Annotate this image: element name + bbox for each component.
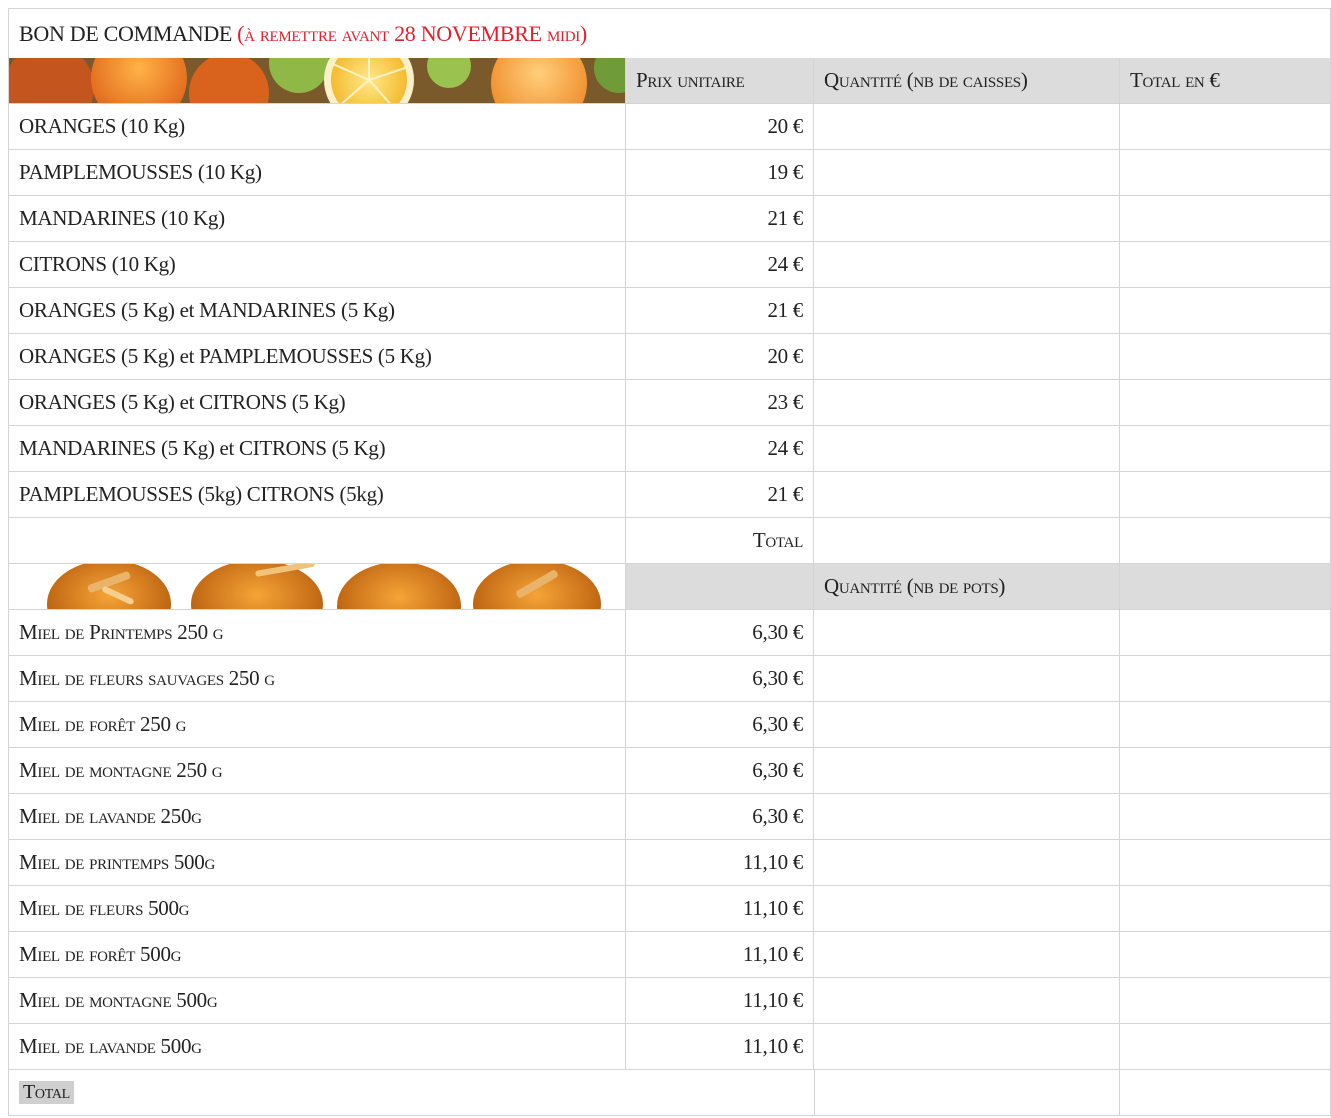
fruit-row-quantity-input[interactable] [814, 150, 1120, 196]
fruit-row-total-cell[interactable] [1120, 288, 1331, 334]
fruit-row-price: 21 € [626, 288, 814, 334]
honey-row-name: Miel de forêt 250 g [8, 702, 626, 748]
honey-row-quantity-input[interactable] [814, 840, 1120, 886]
fruit-row-total-cell[interactable] [1120, 334, 1331, 380]
honey-row-quantity-input[interactable] [814, 656, 1120, 702]
fruit-row-price: 24 € [626, 242, 814, 288]
honey-row-name: Miel de lavande 500g [8, 1024, 626, 1070]
honey-row-total-cell[interactable] [1120, 656, 1331, 702]
honey-row-price: 6,30 € [626, 610, 814, 656]
honey-row-price: 11,10 € [626, 978, 814, 1024]
citrus-image-cell [8, 58, 626, 104]
honey-row-price: 6,30 € [626, 748, 814, 794]
honey-row-price: 6,30 € [626, 794, 814, 840]
honey-row-price: 11,10 € [626, 1024, 814, 1070]
fruit-row-name: PAMPLEMOUSSES (5kg) CITRONS (5kg) [8, 472, 626, 518]
fruit-row-name: ORANGES (5 Kg) et PAMPLEMOUSSES (5 Kg) [8, 334, 626, 380]
honey-row-quantity-input[interactable] [814, 978, 1120, 1024]
fruit-row-quantity-input[interactable] [814, 380, 1120, 426]
honey-row-quantity-input[interactable] [814, 748, 1120, 794]
honey-row-quantity-input[interactable] [814, 886, 1120, 932]
honey-row-quantity-input[interactable] [814, 794, 1120, 840]
fruit-row-total-cell[interactable] [1120, 472, 1331, 518]
col-header-unit-price [626, 58, 814, 104]
citrus-fruits-image [9, 58, 625, 104]
honey-total-amount-cell[interactable] [1120, 1070, 1331, 1116]
col-header-total [1120, 58, 1331, 104]
fruit-row-total-cell[interactable] [1120, 150, 1331, 196]
fruit-row-name: MANDARINES (5 Kg) et CITRONS (5 Kg) [8, 426, 626, 472]
fruit-total-amount-cell[interactable] [1120, 518, 1331, 564]
col-header-quantity-cases [814, 58, 1120, 104]
fruit-row-price: 21 € [626, 472, 814, 518]
fruit-row-name: PAMPLEMOUSSES (10 Kg) [8, 150, 626, 196]
honey-row-total-cell[interactable] [1120, 1024, 1331, 1070]
honey-row-total-cell[interactable] [1120, 748, 1331, 794]
honey-image-cell [8, 564, 626, 610]
fruit-table [8, 58, 1331, 1116]
honey-row-price: 6,30 € [626, 702, 814, 748]
fruit-row-name: ORANGES (10 Kg) [8, 104, 626, 150]
honey-row-name: Miel de fleurs 500g [8, 886, 626, 932]
fruit-row-quantity-input[interactable] [814, 288, 1120, 334]
col-header-quantity-cases-label: Quantité (nb de caisses) [824, 68, 1028, 92]
col-header-quantity-pots [814, 564, 1120, 610]
title-deadline-note: (à remettre avant 28 NOVEMBRE midi) [237, 20, 587, 46]
fruit-total-quantity-cell[interactable] [814, 518, 1120, 564]
fruit-row-quantity-input[interactable] [814, 426, 1120, 472]
honey-row-quantity-input[interactable] [814, 610, 1120, 656]
honey-row-total-cell[interactable] [1120, 610, 1331, 656]
col-header-unit-price-label: Prix unitaire [636, 68, 745, 92]
honey-row-name: Miel de Printemps 250 g [8, 610, 626, 656]
order-form-title [8, 8, 1331, 58]
fruit-row-quantity-input[interactable] [814, 104, 1120, 150]
honey-row-price: 11,10 € [626, 840, 814, 886]
order-form [8, 8, 1331, 1116]
fruit-row-total-cell[interactable] [1120, 380, 1331, 426]
fruit-row-price: 19 € [626, 150, 814, 196]
honey-row-quantity-input[interactable] [814, 932, 1120, 978]
honey-total-label-cell [8, 1070, 814, 1116]
honey-row-total-cell[interactable] [1120, 978, 1331, 1024]
honey-row-name: Miel de montagne 250 g [8, 748, 626, 794]
honey-row-quantity-input[interactable] [814, 702, 1120, 748]
fruit-row-price: 20 € [626, 104, 814, 150]
honey-row-total-cell[interactable] [1120, 794, 1331, 840]
honey-row-quantity-input[interactable] [814, 1024, 1120, 1070]
fruit-row-price: 24 € [626, 426, 814, 472]
honey-row-name: Miel de lavande 250g [8, 794, 626, 840]
honey-row-name: Miel de printemps 500g [8, 840, 626, 886]
fruit-row-total-cell[interactable] [1120, 104, 1331, 150]
col-header-total-label: Total en € [1130, 68, 1220, 92]
honey-row-total-cell[interactable] [1120, 702, 1331, 748]
fruit-row-price: 20 € [626, 334, 814, 380]
fruit-total-label: Total [626, 518, 814, 564]
fruit-row-quantity-input[interactable] [814, 472, 1120, 518]
honey-total-label: Total [19, 1081, 74, 1104]
fruit-row-name: MANDARINES (10 Kg) [8, 196, 626, 242]
fruit-total-blank [8, 518, 626, 564]
honey-row-price: 11,10 € [626, 886, 814, 932]
fruit-row-price: 23 € [626, 380, 814, 426]
honey-row-total-cell[interactable] [1120, 932, 1331, 978]
honey-jars-image [9, 564, 625, 610]
fruit-row-quantity-input[interactable] [814, 242, 1120, 288]
fruit-row-name: CITRONS (10 Kg) [8, 242, 626, 288]
fruit-row-name: ORANGES (5 Kg) et CITRONS (5 Kg) [8, 380, 626, 426]
honey-row-price: 6,30 € [626, 656, 814, 702]
fruit-row-total-cell[interactable] [1120, 196, 1331, 242]
honey-row-total-cell[interactable] [1120, 840, 1331, 886]
fruit-row-total-cell[interactable] [1120, 426, 1331, 472]
honey-row-name: Miel de montagne 500g [8, 978, 626, 1024]
honey-header-blank [626, 564, 814, 610]
fruit-row-price: 21 € [626, 196, 814, 242]
fruit-row-total-cell[interactable] [1120, 242, 1331, 288]
honey-row-total-cell[interactable] [1120, 886, 1331, 932]
honey-row-name: Miel de fleurs sauvages 250 g [8, 656, 626, 702]
col-header-quantity-pots-label: Quantité (nb de pots) [824, 574, 1006, 598]
honey-header-blank-right [1120, 564, 1331, 610]
honey-total-quantity-cell[interactable] [814, 1070, 1120, 1116]
honey-row-name: Miel de forêt 500g [8, 932, 626, 978]
title-main: BON DE COMMANDE [19, 20, 233, 46]
fruit-row-quantity-input[interactable] [814, 334, 1120, 380]
honey-row-price: 11,10 € [626, 932, 814, 978]
fruit-row-quantity-input[interactable] [814, 196, 1120, 242]
fruit-row-name: ORANGES (5 Kg) et MANDARINES (5 Kg) [8, 288, 626, 334]
